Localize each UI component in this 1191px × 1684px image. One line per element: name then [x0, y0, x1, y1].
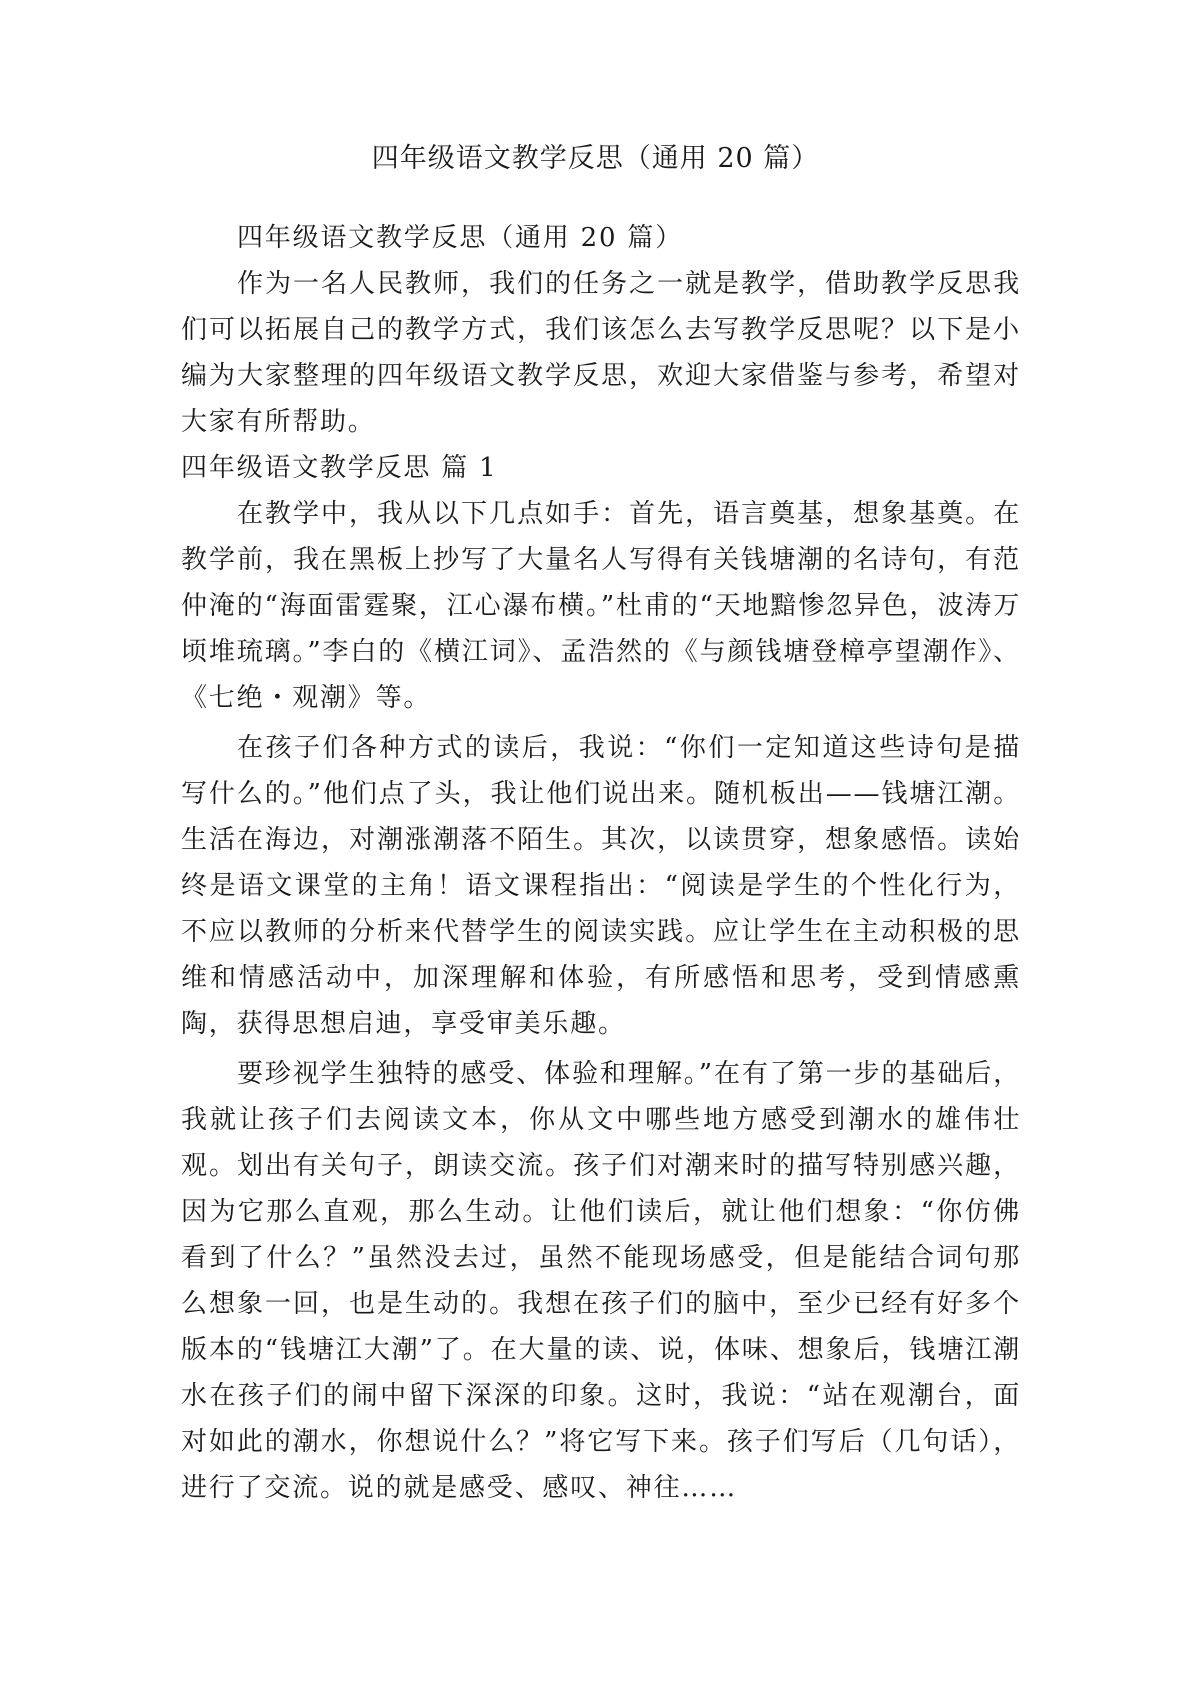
document-body: [181, 215, 1021, 1511]
subtitle-paragraph: 四年级语文教学反思（通用 20 篇）: [237, 223, 684, 253]
intro-paragraph: 作为一名人民教师，我们的任务之一就是教学，借助教学反思我们可以拓展自己的教学方式，我们该怎么去写教学反思呢？以下是小编为大家整理的四年级语文教学反思，欢迎大家借鉴与参考，希望对大家有所帮助。: [181, 269, 1021, 437]
section-heading: 四年级语文教学反思 篇 1: [181, 453, 498, 483]
body-paragraph: 在教学中，我从以下几点如手：首先，语言奠基，想象基奠。在教学前，我在黑板上抄写了大量名人写得有关钱塘潮的名诗句，有范仲淹的“海面雷霆聚，江心瀑布横。”杜甫的“天地黯惨忽异色，波涛万顷堆琉璃。”李白的《横江词》、孟浩然的《与颜钱塘登樟亭望潮作》、《七绝・观潮》等。: [181, 499, 1021, 713]
body-paragraph: 要珍视学生独特的感受、体验和理解。”在有了第一步的基础后，我就让孩子们去阅读文本，你从文中哪些地方感受到潮水的雄伟壮观。划出有关句子，朗读交流。孩子们对潮来时的描写特别感兴趣，因为它那么直观，那么生动。让他们读后，就让他们想象：“你仿佛看到了什么？”虽然没去过，虽然不能现场感受，但是能结合词句那么想象一回，也是生动的。我想在孩子们的脑中，至少已经有好多个版本的“钱塘江大潮”了。在大量的读、说，体味、想象后，钱塘江潮水在孩子们的闹中留下深深的印象。这时，我说：“站在观潮台，面对如此的潮水，你想说什么？”将它写下来。孩子们写后（几句话），进行了交流。说的就是感受、感叹、神往……: [181, 1059, 1021, 1503]
document-title: 四年级语文教学反思（通用 20 篇）: [371, 143, 820, 174]
body-paragraph: 在孩子们各种方式的读后，我说：“你们一定知道这些诗句是描写什么的。”他们点了头，我让他们说出来。随机板出——钱塘江潮。生活在海边，对潮涨潮落不陌生。其次，以读贯穿，想象感悟。读始终是语文课堂的主角！语文课程指出：“阅读是学生的个性化行为，不应以教师的分析来代替学生的阅读实践。应让学生在主动积极的思维和情感活动中，加深理解和体验，有所感悟和思考，受到情感熏陶，获得思想启迪，享受审美乐趣。: [181, 733, 1021, 1039]
